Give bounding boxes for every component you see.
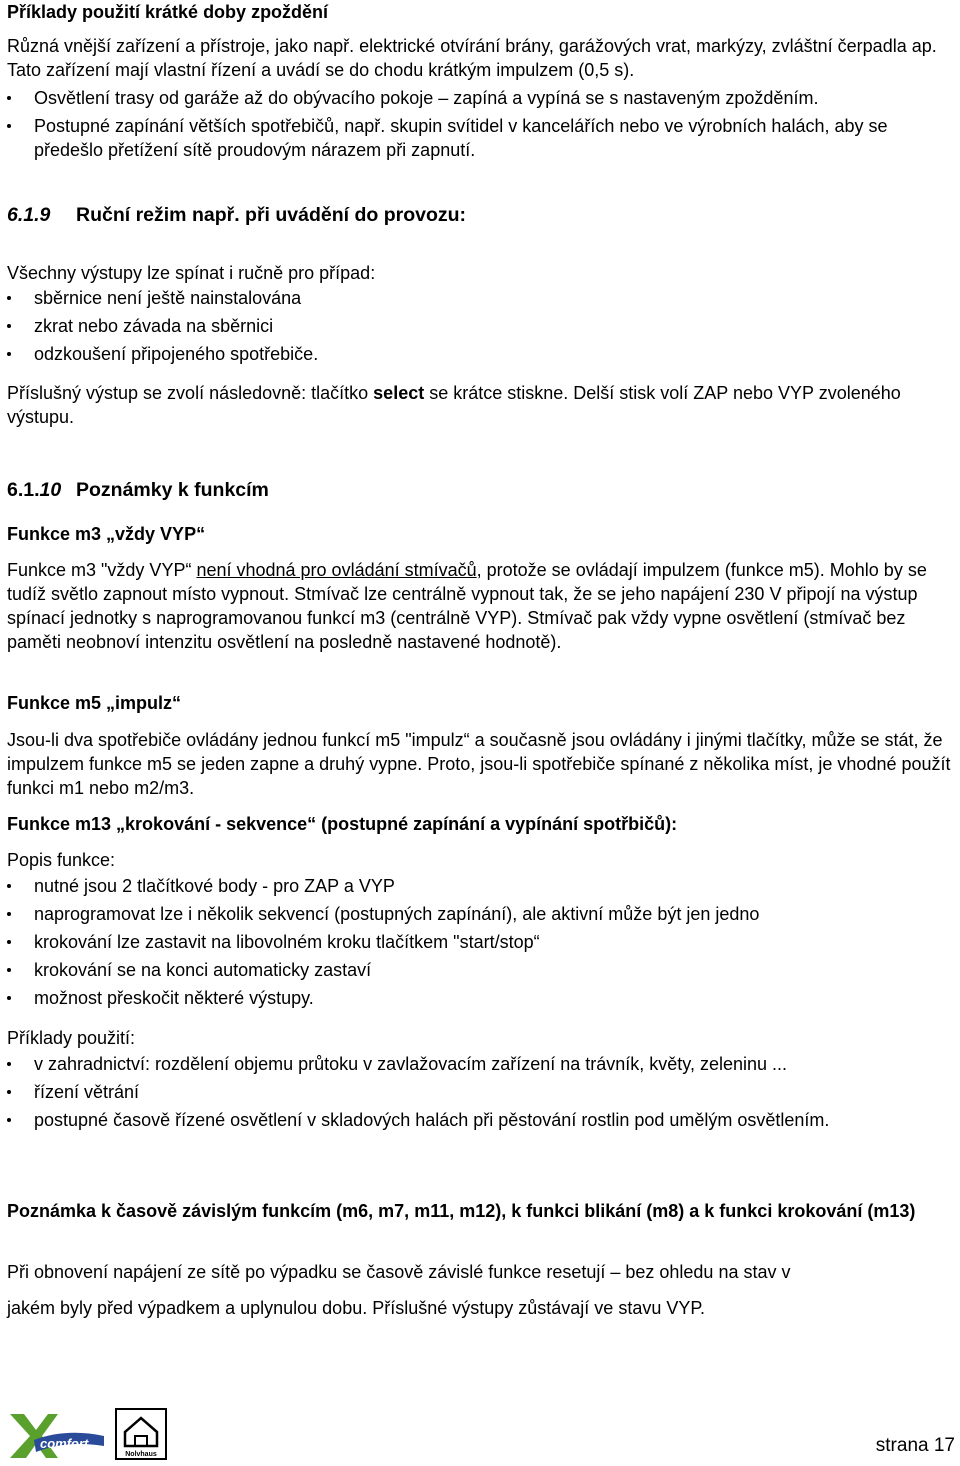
section-heading-6-1-9: [7, 203, 956, 227]
list-item: nutné jsou 2 tlačítkové body - pro ZAP a VYP: [7, 874, 956, 898]
list-item: krokování se na konci automaticky zastaví: [7, 958, 956, 982]
list-item: možnost přeskočit některé výstupy.: [7, 986, 956, 1010]
svg-text:Nolvhaus: Nolvhaus: [125, 1451, 157, 1458]
manual-mode-note: Příslušný výstup se zvolí následovně: tlačítko select se krátce stiskne. Delší stisk volí ZAP nebo VYP zvoleného výstupu.: [7, 383, 901, 427]
manual-mode-list: [7, 286, 956, 366]
m5-heading: Funkce m5 „impulz“: [7, 693, 182, 713]
m13-examples-list: [7, 1052, 956, 1132]
note-heading: Poznámka k časově závislým funkcím (m6, m7, m11, m12), k funkci blikání (m8) a k funkci krokování (m13): [7, 1201, 916, 1221]
list-item: krokování lze zastavit na libovolném kroku tlačítkem "start/stop“: [7, 930, 956, 954]
note-line-1: Při obnovení napájení ze sítě po výpadku se časově závislé funkce resetují – bez ohledu na stav v: [7, 1262, 791, 1282]
list-item: zkrat nebo závada na sběrnici: [7, 314, 956, 338]
m3-heading: Funkce m3 „vždy VYP“: [7, 524, 206, 544]
m13-examples-label: Příklady použití:: [7, 1028, 136, 1048]
page-number: strana 17: [875, 1435, 955, 1456]
list-item: sběrnice není ještě nainstalována: [7, 286, 956, 310]
m3-warning: není vhodná pro ovládání stmívačů: [196, 560, 477, 580]
m5-paragraph: Jsou-li dva spotřebiče ovládány jednou funkcí m5 "impulz“ a současně jsou ovládány i jinými tlačítky, může se stát, že impulzem funkce m5 se jeden zapne a druhý vypne. Proto, jsou-li spotřebiče spínané z několika míst, je vhodné použít funkci m1 nebo m2/m3.: [7, 730, 951, 798]
section-number: 6.1.9: [7, 204, 51, 226]
m3-paragraph: Funkce m3 "vždy VYP“ není vhodná pro ovládání stmívačů, protože se ovládají impulzem (funkce m5). Mohlo by se tudíž světlo zapnout místo vypnout. Stmívač lze centrálně vypnout tak, že se jeho napájení 230 V připojí na výstup spínací jednotky s naprogramovanou funkcí m3 (centrálně VYP). Stmívač pak vždy vypne osvětlení (stmívač bez paměti neobnoví intenzitu osvětlení na posledně nastavené hodnotě).: [7, 560, 927, 652]
section-title-delay-examples: Příklady použití krátké doby zpoždění: [7, 2, 329, 22]
m13-desc-list: [7, 874, 956, 1010]
delay-examples-list: [7, 86, 956, 162]
house-logo-icon: [115, 1408, 167, 1460]
list-item: Postupné zapínání větších spotřebičů, např. skupin svítidel v kancelářích nebo ve výrobních halách, aby se předešlo přetížení sítě proudovým nárazem při zapnutí.: [7, 114, 956, 162]
list-item: v zahradnictví: rozdělení objemu průtoku v zavlažovacím zařízení na trávník, květy, zeleninu ...: [7, 1052, 956, 1076]
m13-heading: Funkce m13 „krokování - sekvence“ (postupné zapínání a vypínání spotřbičů):: [7, 814, 678, 834]
section-heading-6-1-10: [7, 478, 956, 502]
manual-mode-intro: Všechny výstupy lze spínat i ručně pro případ:: [7, 263, 376, 283]
m13-desc-label: Popis funkce:: [7, 850, 116, 870]
section-title: Poznámky k funkcím: [76, 479, 269, 501]
svg-text:comfort: comfort: [40, 1436, 89, 1451]
note-line-2: jakém byly před výpadkem a uplynulou dobu. Příslušné výstupy zůstávají ve stavu VYP.: [7, 1298, 706, 1318]
section-title: Ruční režim např. při uvádění do provozu:: [76, 204, 467, 226]
list-item: postupné časově řízené osvětlení v skladových halách při pěstování rostlin pod umělým osvětlením.: [7, 1108, 956, 1132]
list-item: Osvětlení trasy od garáže až do obývacího pokoje – zapíná a vypíná se s nastaveným zpožděním.: [7, 86, 956, 110]
list-item: řízení větrání: [7, 1080, 956, 1104]
delay-examples-intro: Různá vnější zařízení a přístroje, jako např. elektrické otvírání brány, garážových vrat, markýzy, zvláštní čerpadla ap. Tato zařízení mají vlastní řízení a uvádí se do chodu krátkým impulzem (0,5 s).: [7, 36, 937, 80]
select-keyword: select: [373, 383, 425, 403]
xcomfort-logo-icon: [6, 1410, 106, 1460]
list-item: naprogramovat lze i několik sekvencí (postupných zapínání), ale aktivní může být jen jedno: [7, 902, 956, 926]
footer-logos: [6, 1408, 167, 1460]
list-item: odzkoušení připojeného spotřebiče.: [7, 342, 956, 366]
section-number: 6.1.10: [7, 479, 62, 501]
